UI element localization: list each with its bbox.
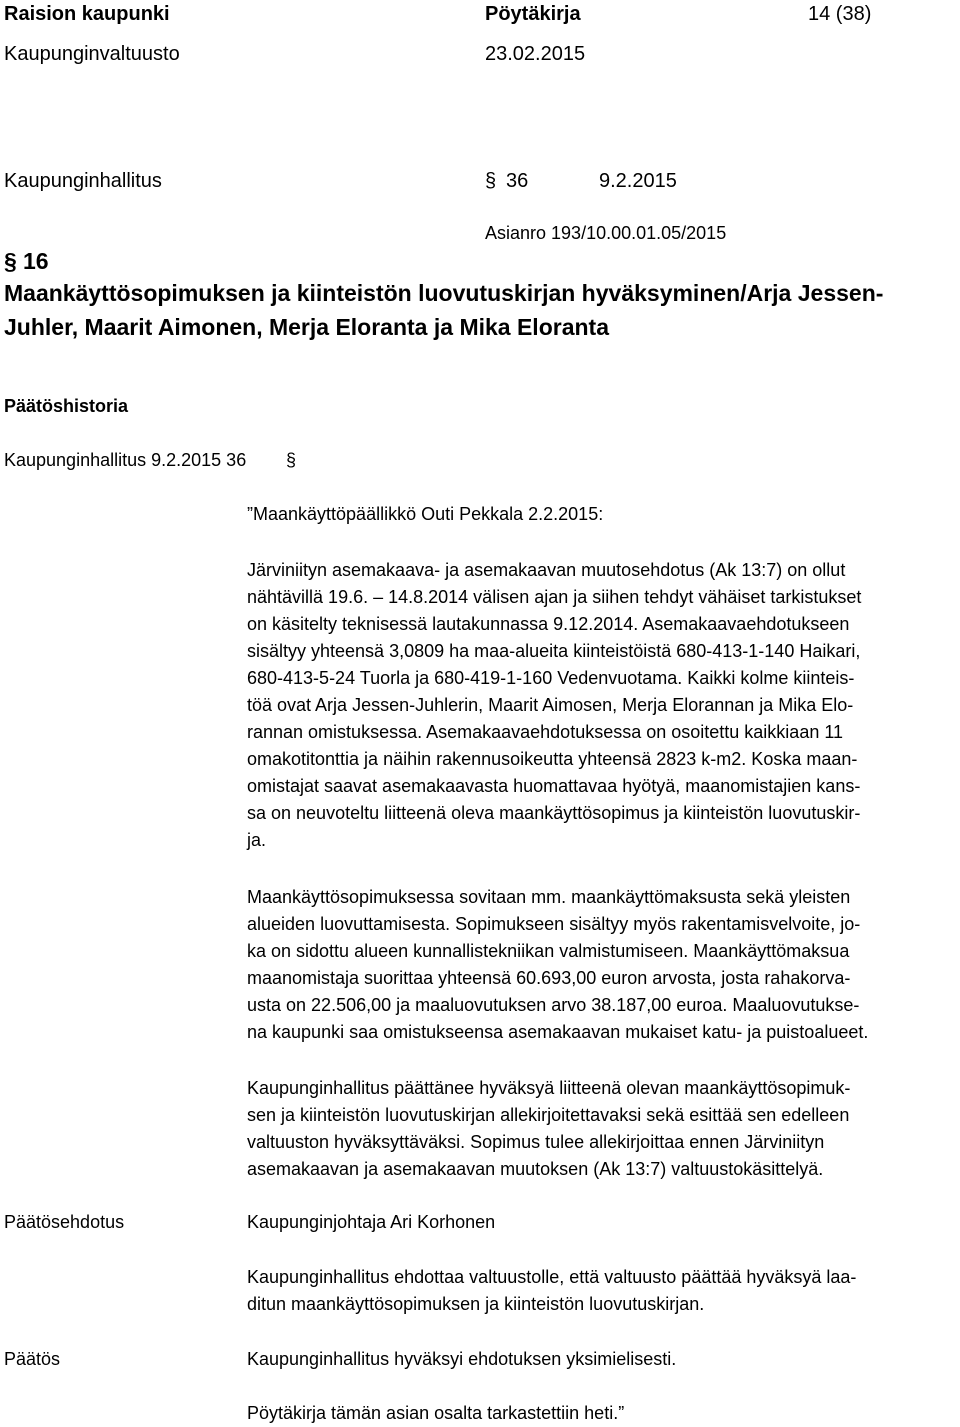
- item-title-line-2: Juhler, Maarit Aimonen, Merja Eloranta ja Mika Eloranta: [4, 314, 609, 340]
- proposal-label: Päätösehdotus: [4, 1212, 125, 1232]
- paragraph-line: Järviniityn asemakaava- ja asemakaavan muutosehdotus (Ak 13:7) on ollut: [247, 560, 846, 580]
- paragraph-line: valtuuston hyväksyttäväksi. Sopimus tulee allekirjoittaa ennen Järviniityn: [247, 1132, 825, 1152]
- paragraph-line: maanomistaja suorittaa yhteensä 60.693,00 euron arvosta, josta rahakorva-: [247, 968, 851, 988]
- page-number: 14 (38): [808, 3, 872, 25]
- case-number: Asianro 193/10.00.01.05/2015: [485, 223, 727, 243]
- proposal-text: [247, 1264, 856, 1318]
- history-entry: Kaupunginhallitus 9.2.2015 36: [4, 450, 247, 470]
- item-number: 16: [23, 248, 49, 274]
- paragraph-line: töä ovat Arja Jessen-Juhlerin, Maarit Aimosen, Merja Elorannan ja Mika Elo-: [247, 695, 854, 715]
- council-name: Kaupunginvaltuusto: [4, 43, 180, 65]
- item-section-sign: §: [4, 248, 17, 274]
- meeting-date: 23.02.2015: [485, 43, 586, 65]
- paragraph-line: sisältyy yhteensä 3,0809 ha maa-alueita kiinteistöistä 680-413-1-140 Haikari,: [247, 641, 861, 661]
- item-title-line-1: Maankäyttösopimuksen ja kiinteistön luovutuskirjan hyväksyminen/Arja Jessen-: [4, 280, 884, 306]
- presenter-line: ”Maankäyttöpäällikkö Outi Pekkala 2.2.2015:: [247, 504, 604, 524]
- paragraph-line: on käsitelty teknisessä lautakunnassa 9.12.2014. Asemakaavaehdotukseen: [247, 614, 850, 634]
- paragraph-1: [247, 557, 861, 854]
- paragraph-line: rannan omistuksessa. Asemakaavaehdotuksessa on osoitettu kaikkiaan 11: [247, 722, 844, 742]
- section-sign: §: [485, 170, 497, 192]
- paragraph-line: Kaupunginhallitus päättänee hyväksyä liitteenä olevan maankäyttösopimuk-: [247, 1078, 851, 1098]
- paragraph-3: [247, 1075, 850, 1183]
- paragraph-2: [247, 884, 868, 1046]
- paragraph-line: omakotitonttia ja näihin rakennusoikeutta yhteensä 2823 k-m2. Koska maan-: [247, 749, 858, 769]
- paragraph-line: nähtävillä 19.6. – 14.8.2014 välisen ajan ja siihen tehdyt vähäiset tarkistukset: [247, 587, 862, 607]
- paragraph-line: sen ja kiinteistön luovutuskirjan allekirjoitettavaksi sekä esittää sen edelleen: [247, 1105, 850, 1125]
- paragraph-line: ditun maankäyttösopimuksen ja kiinteistön luovutuskirjan.: [247, 1294, 705, 1314]
- decision-label: Päätös: [4, 1349, 61, 1369]
- paragraph-line: sa on neuvoteltu liitteenä oleva maankäyttösopimus ja kiinteistön luovutuskir-: [247, 803, 861, 823]
- paragraph-line: asemakaavan ja asemakaavan muutoksen (Ak 13:7) valtuustokäsittelyä.: [247, 1159, 824, 1179]
- paragraph-line: na kaupunki saa omistukseensa asemakaavan mukaiset katu- ja puistoalueet.: [247, 1022, 869, 1042]
- paragraph-line: ja.: [247, 830, 267, 850]
- paragraph-line: usta on 22.506,00 ja maaluovutuksen arvo 38.187,00 euroa. Maaluovutukse-: [247, 995, 860, 1015]
- paragraph-line: alueiden luovuttamisesta. Sopimukseen sisältyy myös rakentamisvelvoite, jo-: [247, 914, 861, 934]
- paragraph-line: omistajat saavat asemakaavasta huomattavaa hyötyä, maanomistajien kans-: [247, 776, 861, 796]
- proposer-line: Kaupunginjohtaja Ari Korhonen: [247, 1212, 496, 1232]
- decision-text: Kaupunginhallitus hyväksyi ehdotuksen yksimielisesti.: [247, 1349, 677, 1369]
- history-section-sign: §: [286, 450, 297, 470]
- paragraph-line: ka on sidottu alueen kunnallistekniikan valmistumiseen. Maankäyttömaksua: [247, 941, 850, 961]
- history-heading: Päätöshistoria: [4, 396, 129, 416]
- board-meeting-date: 9.2.2015: [599, 170, 677, 192]
- paragraph-line: Kaupunginhallitus ehdottaa valtuustolle, että valtuusto päättää hyväksyä laa-: [247, 1267, 857, 1287]
- paragraph-line: Maankäyttösopimuksessa sovitaan mm. maankäyttömaksusta sekä yleisten: [247, 887, 851, 907]
- organization-name: Raision kaupunki: [4, 3, 170, 25]
- document-type: Pöytäkirja: [485, 3, 581, 25]
- paragraph-line: 680-413-5-24 Tuorla ja 680-419-1-160 Vedenvuotama. Kaikki kolme kiinteis-: [247, 668, 855, 688]
- board-name: Kaupunginhallitus: [4, 170, 162, 192]
- section-number: 36: [506, 170, 529, 192]
- closing-statement: Pöytäkirja tämän asian osalta tarkastettiin heti.”: [247, 1403, 625, 1423]
